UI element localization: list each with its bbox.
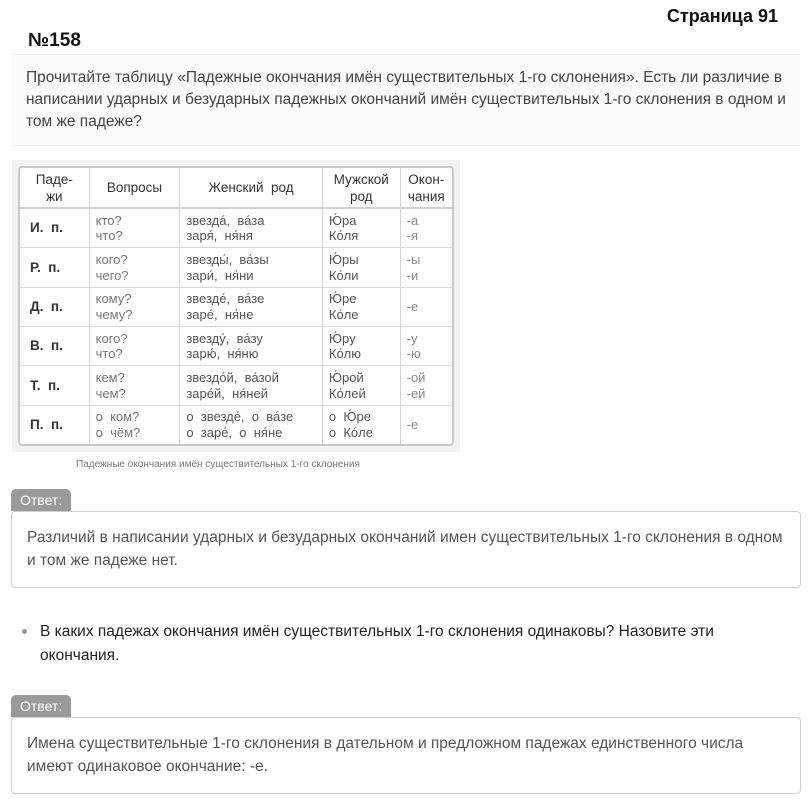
feminine-cell-line: зарю́, ня́ню — [186, 346, 259, 362]
table-header-cell: Мужской род — [322, 168, 400, 208]
endings-cell-line: -ей — [406, 385, 426, 401]
endings-cell-line: -е — [406, 417, 419, 433]
table-header-row — [20, 168, 452, 208]
masculine-cell-line: Ко́лей — [328, 385, 366, 401]
masculine-cell-line: Ко́лю — [328, 346, 362, 362]
questions-cell-line: чего? — [95, 267, 129, 283]
questions-cell-line: кем? — [95, 370, 125, 386]
table-row — [20, 208, 452, 248]
masculine-cell — [322, 366, 400, 405]
questions-cell — [89, 366, 180, 405]
masculine-cell — [322, 208, 400, 248]
endings-cell-line: -а — [406, 212, 419, 228]
questions-cell — [89, 208, 180, 248]
table-header-cell: Вопросы — [89, 168, 180, 208]
answer-text-2: Имена существительные 1-го склонения в дательном и предложном падежах единственного числа имеют одинаковое окончание: -е. — [27, 735, 744, 775]
feminine-cell — [180, 366, 323, 405]
endings-cell — [400, 366, 452, 405]
feminine-cell-line: звезда́, ва́за — [186, 212, 265, 228]
feminine-cell-line: заре́й, ня́ней — [186, 385, 268, 401]
masculine-cell-line: Ю́рой — [328, 370, 364, 386]
endings-cell — [400, 405, 452, 444]
case-cell: П. п. — [20, 405, 89, 444]
masculine-cell-line: Ю́ра — [328, 212, 357, 228]
table-row — [20, 327, 452, 366]
endings-cell — [400, 287, 452, 326]
answer-label: Ответ: — [11, 695, 71, 717]
case-cell: В. п. — [20, 327, 89, 366]
answer-box-2 — [11, 717, 801, 794]
endings-cell-line: -я — [406, 228, 418, 244]
questions-cell-line: кого? — [95, 252, 128, 268]
questions-cell-line: что? — [95, 346, 123, 362]
masculine-cell-line: Ко́ле — [328, 306, 359, 322]
feminine-cell-line: о звезде́, о ва́зе — [186, 409, 294, 425]
feminine-cell — [180, 248, 323, 287]
endings-cell-line: -и — [406, 267, 419, 283]
endings-cell-line: -ой — [406, 370, 426, 386]
endings-cell-line: -ю — [406, 346, 421, 362]
feminine-cell-line: зари́, ня́ни — [186, 267, 254, 283]
masculine-cell — [322, 248, 400, 287]
questions-cell-line: чему? — [95, 306, 133, 322]
bullet-question-text: В каких падежах окончания имён существительных 1-го склонения одинаковы? Назовите эти окончания. — [40, 623, 714, 664]
questions-cell-line: кто? — [95, 212, 122, 228]
endings-cell-line: -е — [406, 299, 419, 315]
masculine-cell-line: Ко́ли — [328, 267, 359, 283]
endings-cell — [400, 248, 452, 287]
table-row — [20, 248, 452, 287]
endings-cell — [400, 208, 452, 248]
table-row — [20, 405, 452, 444]
bullet-question — [22, 620, 792, 668]
masculine-cell-line: о Ко́ле — [328, 424, 373, 440]
table-caption: Падежные окончания имён существительных 1-го склонения — [76, 459, 360, 470]
masculine-cell-line: Ю́ре — [328, 291, 357, 307]
feminine-cell — [180, 287, 323, 326]
page-number: Страница 91 — [666, 6, 778, 26]
table-header-cell: Окон- чания — [400, 168, 452, 208]
endings-table-image — [12, 160, 460, 452]
feminine-cell — [180, 208, 323, 248]
questions-cell-line: о ком? — [95, 409, 140, 425]
case-cell: И. п. — [20, 208, 89, 248]
endings-cell — [400, 327, 452, 366]
table-header-cell: Паде- жи — [20, 168, 89, 208]
case-cell: Д. п. — [20, 287, 89, 326]
answer-text-1: Различий в написании ударных и безударных окончаний имен существительных 1-го склонения в одном и том же падеже нет. — [27, 529, 783, 569]
questions-cell-line: о чём? — [95, 424, 141, 440]
endings-cell-line: -у — [406, 330, 418, 346]
task-number: №158 — [28, 30, 81, 51]
questions-cell-line: чем? — [95, 385, 126, 401]
masculine-cell-line: Ю́ру — [328, 330, 356, 346]
masculine-cell-line: Ко́ля — [328, 228, 359, 244]
feminine-cell-line: звезды́, ва́зы — [186, 252, 269, 268]
questions-cell — [89, 405, 180, 444]
feminine-cell-line: заря́, ня́ня — [186, 228, 253, 244]
table-header-cell: Женский род — [180, 168, 323, 208]
feminine-cell — [180, 327, 323, 366]
questions-cell-line: кого? — [95, 330, 128, 346]
masculine-cell-line: Ю́ры — [328, 252, 359, 268]
masculine-cell-line: о Ю́ре — [328, 409, 371, 425]
table-row — [20, 366, 452, 405]
bullet-dot — [22, 629, 27, 634]
task-text: Прочитайте таблицу «Падежные окончания имён существительных 1-го склонения». Есть ли различие в написании ударных и безударных падежных окончаний имён существительных 1-го склонения в одном и том же падеже? — [12, 54, 800, 146]
questions-cell-line: кому? — [95, 291, 132, 307]
feminine-cell — [180, 405, 323, 444]
feminine-cell-line: звездо́й, ва́зой — [186, 370, 279, 386]
case-cell: Р. п. — [20, 248, 89, 287]
questions-cell-line: что? — [95, 228, 123, 244]
questions-cell — [89, 287, 180, 326]
endings-cell-line: -ы — [406, 252, 421, 268]
case-cell: Т. п. — [20, 366, 89, 405]
questions-cell — [89, 248, 180, 287]
table-row — [20, 287, 452, 326]
feminine-cell-line: о заре́, о ня́не — [186, 424, 283, 440]
questions-cell — [89, 327, 180, 366]
masculine-cell — [322, 405, 400, 444]
feminine-cell-line: звезде́, ва́зе — [186, 291, 265, 307]
masculine-cell — [322, 287, 400, 326]
masculine-cell — [322, 327, 400, 366]
endings-table — [20, 168, 452, 444]
feminine-cell-line: заре́, ня́не — [186, 306, 254, 322]
answer-label: Ответ: — [11, 489, 71, 511]
feminine-cell-line: звезду́, ва́зу — [186, 330, 263, 346]
answer-box-1 — [11, 511, 801, 588]
